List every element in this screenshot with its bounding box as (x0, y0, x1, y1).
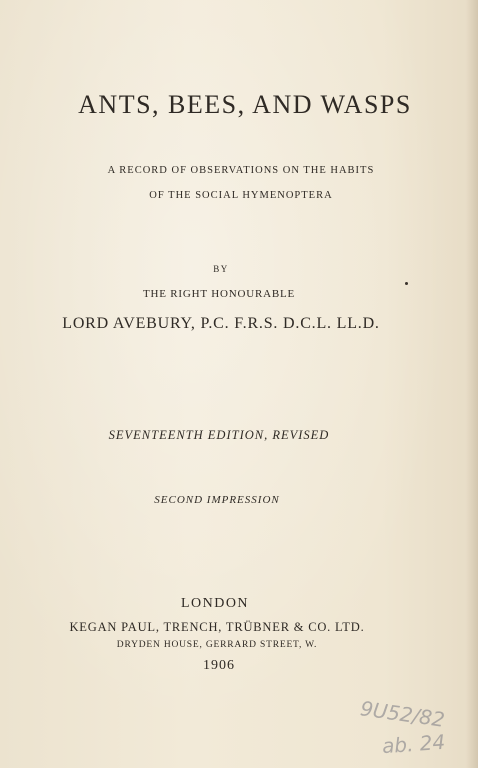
imprint-address: DRYDEN HOUSE, GERRARD STREET, W. (116, 640, 318, 650)
subtitle-line-2: OF THE SOCIAL HYMENOPTERA (149, 190, 333, 201)
imprint-year: 1906 (203, 658, 235, 673)
pencil-annotation-1: 9U52/82 (358, 696, 447, 732)
imprint-city: LONDON (180, 596, 250, 611)
edition-statement: SEVENTEENTH EDITION, REVISED (108, 428, 330, 442)
impression-statement: SECOND IMPRESSION (154, 494, 280, 506)
ink-speck (405, 282, 408, 285)
pencil-annotation-2: ab. 24 (381, 729, 446, 759)
author-honorific: THE RIGHT HONOURABLE (142, 288, 296, 300)
imprint-publisher: KEGAN PAUL, TRENCH, TRÜBNER & CO. LTD. (69, 620, 365, 634)
book-title: ANTS, BEES, AND WASPS (78, 90, 412, 119)
by-label: BY (213, 264, 229, 274)
page-edge-shadow (466, 0, 478, 768)
author-name: LORD AVEBURY, P.C. F.R.S. D.C.L. LL.D. (62, 315, 380, 332)
subtitle-line-1: A RECORD OF OBSERVATIONS ON THE HABITS (107, 165, 375, 176)
